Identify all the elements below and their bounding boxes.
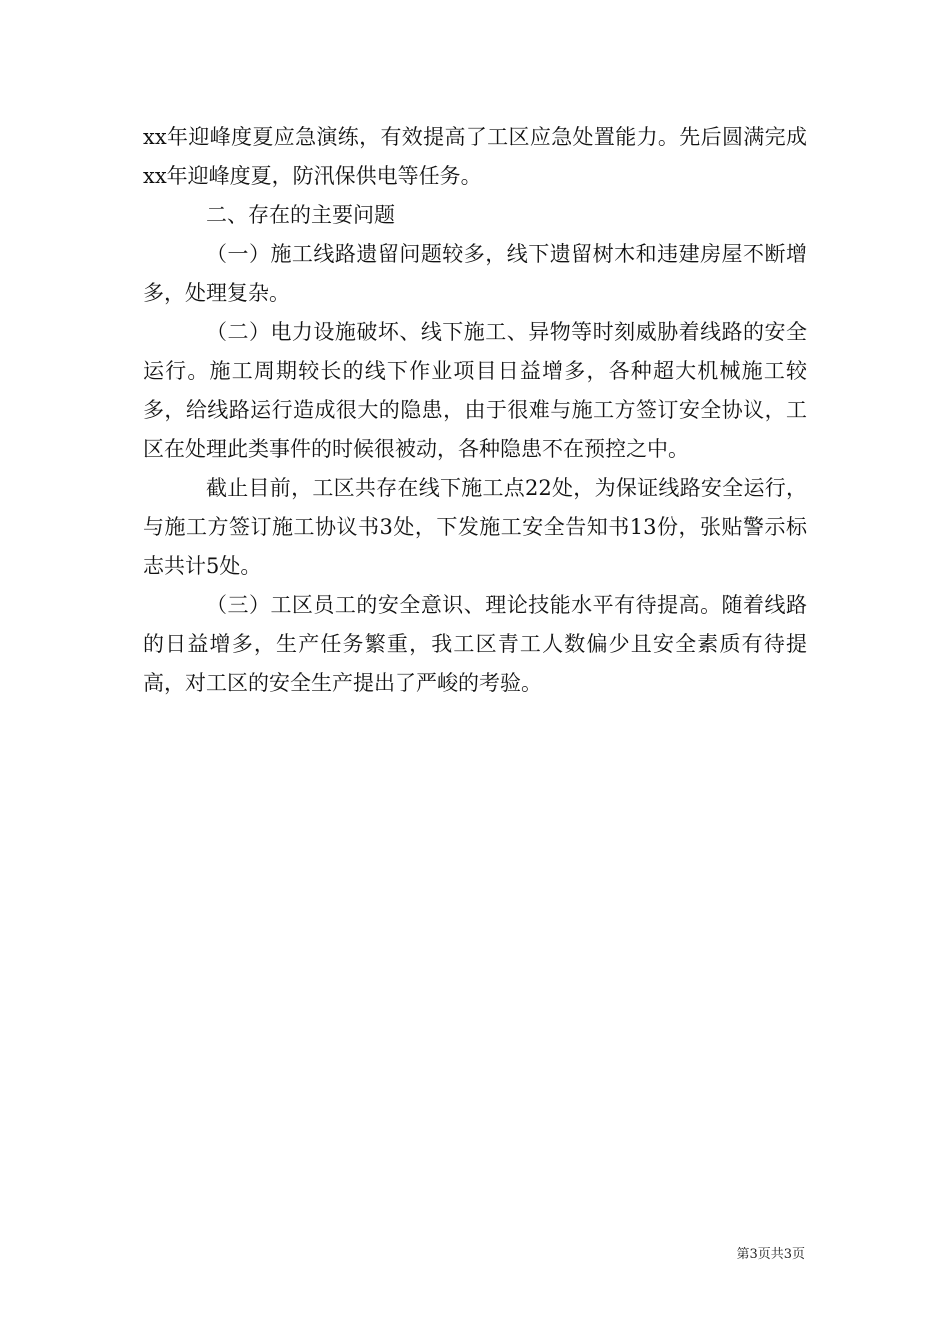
paragraph-statistics: 截止目前，工区共存在线下施工点22处，为保证线路安全运行，与施工方签订施工协议书3处，下发施工安全告知书13份，张贴警示标志共计5处。 bbox=[143, 476, 807, 578]
paragraph-issue-2: （二）电力设施破坏、线下施工、异物等时刻威胁着线路的安全运行。施工周期较长的线下作业项目日益增多，各种超大机械施工较多，给线路运行造成很大的隐患，由于很难与施工方签订安全协议，工区在处理此类事件的时候很被动，各种隐患不在预控之中。 bbox=[143, 320, 807, 461]
section-heading: 二、存在的主要问题 bbox=[206, 203, 395, 227]
paragraph-issue-3: （三）工区员工的安全意识、理论技能水平有待提高。随着线路的日益增多，生产任务繁重，我工区青工人数偏少且安全素质有待提高，对工区的安全生产提出了严峻的考验。 bbox=[143, 593, 807, 695]
document-body bbox=[143, 118, 807, 703]
paragraph-issue-1: （一）施工线路遗留问题较多，线下遗留树木和违建房屋不断增多，处理复杂。 bbox=[143, 242, 807, 305]
paragraph-continuation: xx年迎峰度夏应急演练，有效提高了工区应急处置能力。先后圆满完成xx年迎峰度夏，防汛保供电等任务。 bbox=[143, 125, 807, 188]
page-number: 第3页共3页 bbox=[736, 1247, 805, 1262]
